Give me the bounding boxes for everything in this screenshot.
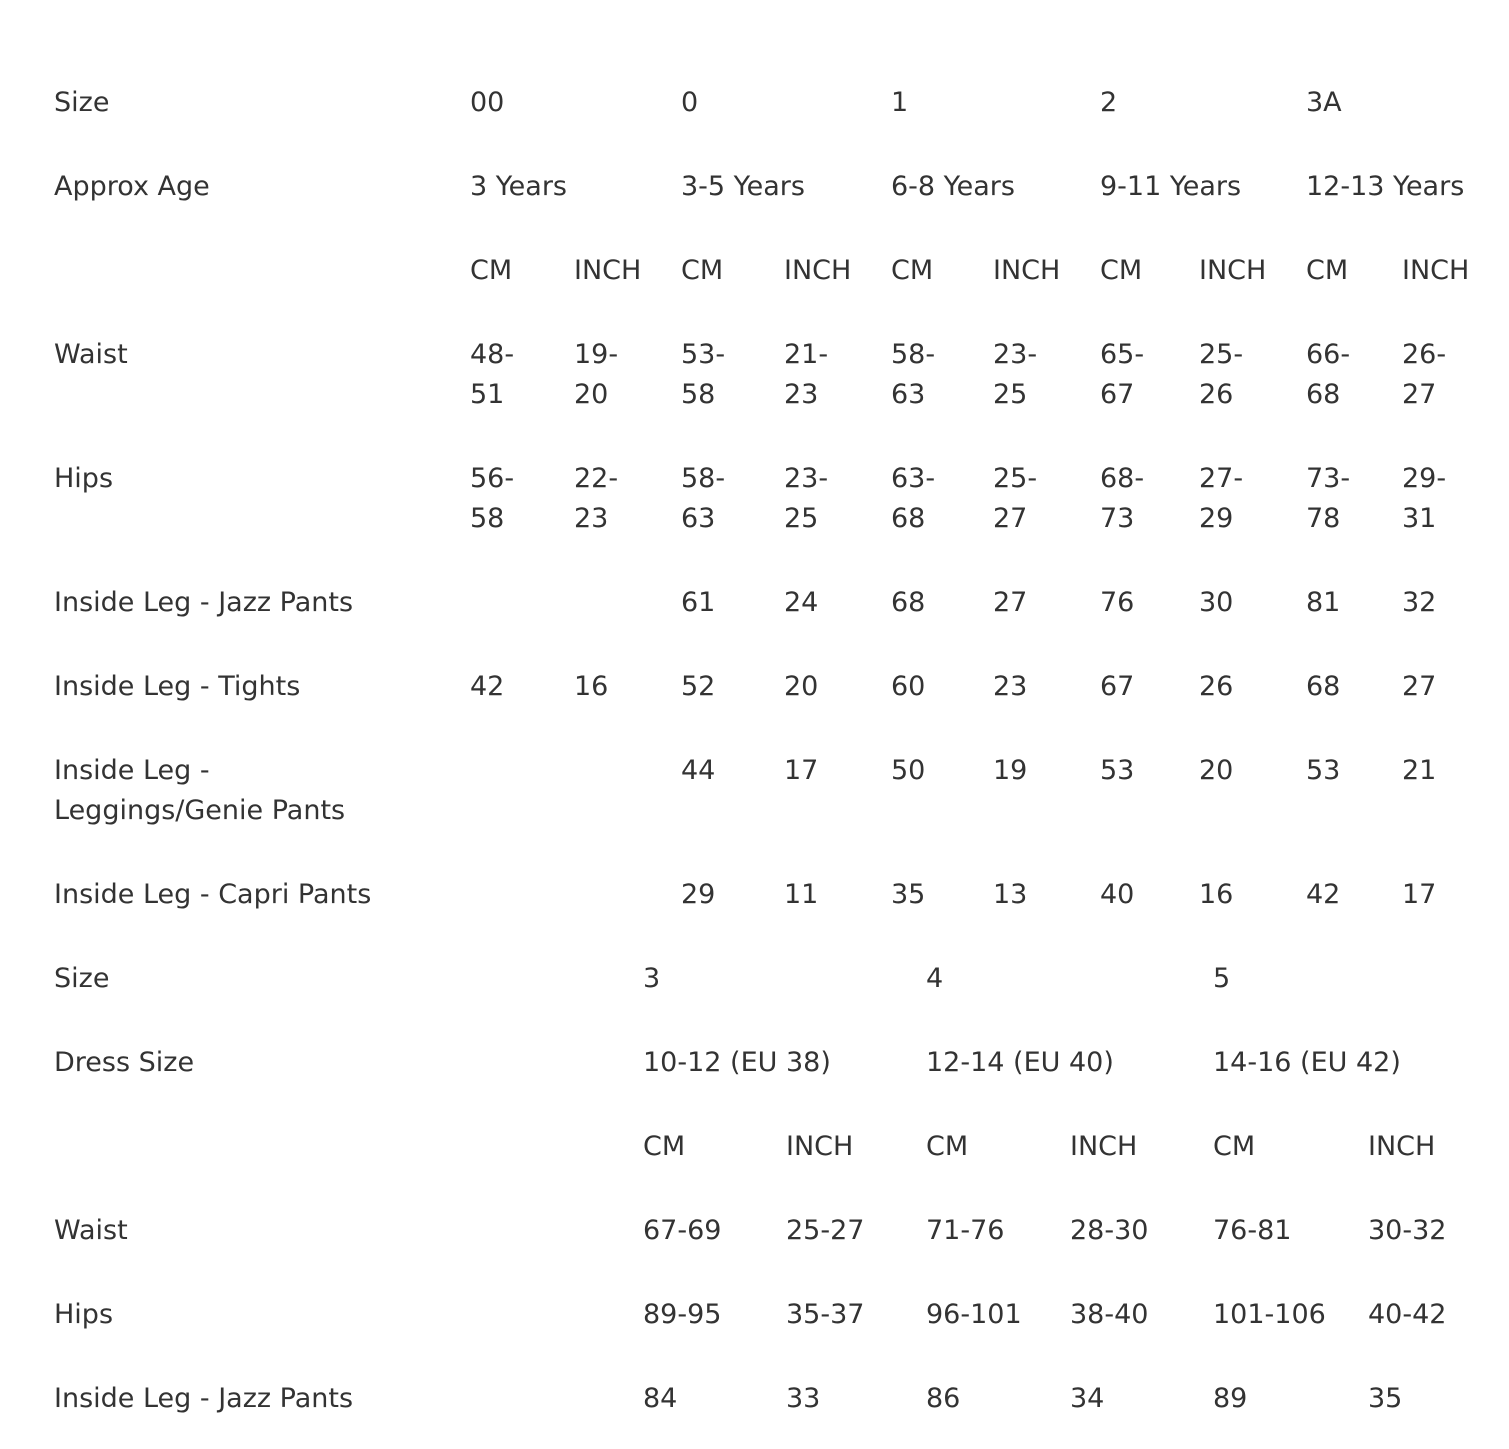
table-cell: 26 — [1199, 379, 1234, 410]
table-cell: 89-95 — [643, 1299, 722, 1330]
age-value: 6-8 Years — [891, 171, 1015, 202]
table-cell: 28-30 — [1070, 1215, 1149, 1246]
table-cell: 35 — [1368, 1383, 1403, 1414]
table-cell: 23 — [784, 379, 819, 410]
table-cell: 27 — [1402, 671, 1437, 702]
row-label: Inside Leg - Capri Pants — [54, 879, 372, 910]
table-cell: 23- — [784, 463, 829, 494]
table-cell: 53 — [1306, 755, 1341, 786]
table-cell: 17 — [784, 755, 819, 786]
unit-header: INCH — [1402, 255, 1470, 286]
table-cell: 76-81 — [1213, 1215, 1292, 1246]
age-value: 3 Years — [470, 171, 567, 202]
table-cell: 44 — [681, 755, 716, 786]
table-cell: 25 — [993, 379, 1028, 410]
table-cell: 53 — [1100, 755, 1135, 786]
table-cell: 42 — [470, 671, 505, 702]
row-label: Inside Leg - Tights — [54, 671, 301, 702]
table-cell: 38-40 — [1070, 1299, 1149, 1330]
table-cell: 29 — [681, 879, 716, 910]
table-cell: 86 — [926, 1383, 961, 1414]
table-cell: 63- — [891, 463, 936, 494]
unit-header: INCH — [993, 255, 1061, 286]
unit-header: CM — [681, 255, 724, 286]
size-value: 3A — [1306, 87, 1342, 118]
table-cell: 73 — [1100, 503, 1135, 534]
table-cell: 13 — [993, 879, 1028, 910]
unit-header: CM — [1100, 255, 1143, 286]
table-cell: 68 — [891, 587, 926, 618]
table-cell: 56- — [470, 463, 515, 494]
table-cell: 58 — [681, 379, 716, 410]
table-cell: 50 — [891, 755, 926, 786]
dress-size-label: Dress Size — [54, 1047, 195, 1078]
table-cell: 58 — [470, 503, 505, 534]
table-cell: 73- — [1306, 463, 1351, 494]
table-cell: 58- — [681, 463, 726, 494]
table-cell: 68 — [1306, 379, 1341, 410]
table-cell: 20 — [1199, 755, 1234, 786]
row-label: Leggings/Genie Pants — [54, 795, 346, 826]
row-label: Inside Leg - Jazz Pants — [54, 1383, 354, 1414]
unit-header: INCH — [574, 255, 642, 286]
row-label: Hips — [54, 1299, 114, 1330]
table-cell: 67-69 — [643, 1215, 722, 1246]
table-cell: 48- — [470, 339, 515, 370]
table-cell: 27- — [1199, 463, 1244, 494]
table-cell: 35-37 — [786, 1299, 865, 1330]
unit-header: CM — [643, 1131, 686, 1162]
size-value: 3 — [643, 963, 661, 994]
table-cell: 21- — [784, 339, 829, 370]
unit-header: INCH — [1070, 1131, 1138, 1162]
unit-header: INCH — [1368, 1131, 1436, 1162]
unit-header: INCH — [1199, 255, 1267, 286]
table-cell: 33 — [786, 1383, 821, 1414]
table-cell: 30-32 — [1368, 1215, 1447, 1246]
table-cell: 26- — [1402, 339, 1447, 370]
table-cell: 20 — [784, 671, 819, 702]
table-cell: 19- — [574, 339, 619, 370]
size-label: Size — [54, 87, 110, 118]
table-cell: 68 — [891, 503, 926, 534]
table-cell: 26 — [1199, 671, 1234, 702]
dress-size-value: 14-16 (EU 42) — [1213, 1047, 1401, 1078]
age-label: Approx Age — [54, 171, 210, 202]
table-cell: 21 — [1402, 755, 1437, 786]
row-label: Waist — [54, 339, 128, 370]
unit-header: INCH — [786, 1131, 854, 1162]
table-cell: 67 — [1100, 671, 1135, 702]
table-cell: 53- — [681, 339, 726, 370]
unit-header: CM — [1213, 1131, 1256, 1162]
table-cell: 78 — [1306, 503, 1341, 534]
table-cell: 52 — [681, 671, 716, 702]
table-cell: 51 — [470, 379, 505, 410]
table-cell: 24 — [784, 587, 819, 618]
table-cell: 81 — [1306, 587, 1341, 618]
table-cell: 27 — [993, 587, 1028, 618]
table-cell: 66- — [1306, 339, 1351, 370]
size-value: 4 — [926, 963, 944, 994]
table-cell: 89 — [1213, 1383, 1248, 1414]
table-cell: 31 — [1402, 503, 1437, 534]
table-cell: 27 — [1402, 379, 1437, 410]
table-cell: 30 — [1199, 587, 1234, 618]
table-cell: 29- — [1402, 463, 1447, 494]
table-cell: 16 — [574, 671, 609, 702]
dress-size-value: 12-14 (EU 40) — [926, 1047, 1114, 1078]
row-label: Inside Leg - — [54, 755, 210, 786]
table-cell: 23- — [993, 339, 1038, 370]
table-cell: 27 — [993, 503, 1028, 534]
table-cell: 25 — [784, 503, 819, 534]
unit-header: CM — [470, 255, 513, 286]
table-cell: 11 — [784, 879, 819, 910]
table-cell: 68- — [1100, 463, 1145, 494]
age-value: 3-5 Years — [681, 171, 805, 202]
dress-size-value: 10-12 (EU 38) — [643, 1047, 831, 1078]
age-value: 9-11 Years — [1100, 171, 1242, 202]
table-cell: 40 — [1100, 879, 1135, 910]
table-cell: 84 — [643, 1383, 678, 1414]
table-cell: 40-42 — [1368, 1299, 1447, 1330]
unit-header: CM — [891, 255, 934, 286]
table-cell: 25- — [993, 463, 1038, 494]
unit-header: CM — [926, 1131, 969, 1162]
size-value: 0 — [681, 87, 699, 118]
table-cell: 29 — [1199, 503, 1234, 534]
table-cell: 22- — [574, 463, 619, 494]
row-label: Hips — [54, 463, 114, 494]
table-cell: 20 — [574, 379, 609, 410]
table-cell: 17 — [1402, 879, 1437, 910]
table-cell: 101-106 — [1213, 1299, 1326, 1330]
table-cell: 63 — [891, 379, 926, 410]
table-cell: 16 — [1199, 879, 1234, 910]
table-cell: 96-101 — [926, 1299, 1022, 1330]
table-cell: 63 — [681, 503, 716, 534]
table-cell: 32 — [1402, 587, 1437, 618]
unit-header: CM — [1306, 255, 1349, 286]
table-cell: 19 — [993, 755, 1028, 786]
size-value: 1 — [891, 87, 909, 118]
table-cell: 65- — [1100, 339, 1145, 370]
size-value: 5 — [1213, 963, 1231, 994]
table-cell: 25-27 — [786, 1215, 865, 1246]
table-cell: 67 — [1100, 379, 1135, 410]
table-cell: 23 — [993, 671, 1028, 702]
table-cell: 23 — [574, 503, 609, 534]
table-cell: 68 — [1306, 671, 1341, 702]
size-value: 00 — [470, 87, 505, 118]
table-cell: 60 — [891, 671, 926, 702]
table-cell: 76 — [1100, 587, 1135, 618]
row-label: Inside Leg - Jazz Pants — [54, 587, 354, 618]
age-value: 12-13 Years — [1306, 171, 1465, 202]
table-cell: 71-76 — [926, 1215, 1005, 1246]
table-cell: 25- — [1199, 339, 1244, 370]
size-value: 2 — [1100, 87, 1118, 118]
row-label: Waist — [54, 1215, 128, 1246]
table-cell: 58- — [891, 339, 936, 370]
unit-header: INCH — [784, 255, 852, 286]
table-cell: 34 — [1070, 1383, 1105, 1414]
table-cell: 42 — [1306, 879, 1341, 910]
table-cell: 61 — [681, 587, 716, 618]
table-cell: 35 — [891, 879, 926, 910]
size-label: Size — [54, 963, 110, 994]
